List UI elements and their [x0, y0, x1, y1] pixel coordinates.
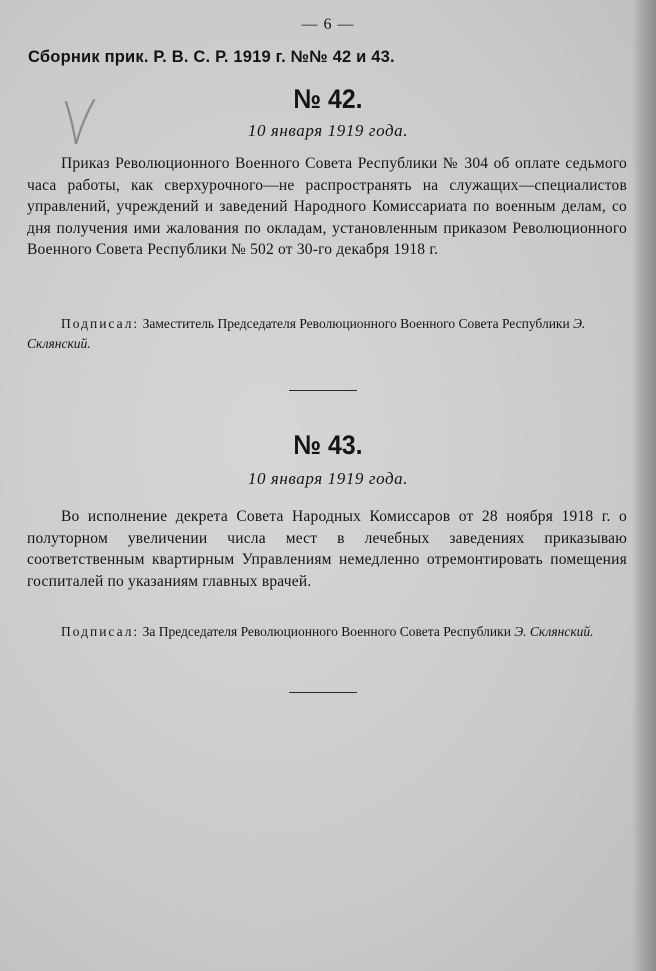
order-42-number: № 42. — [293, 84, 363, 114]
order-43-date: 10 января 1919 года. — [247, 469, 409, 488]
section-divider — [289, 390, 357, 391]
collection-header: Сборник прик. Р. В. С. Р. 1919 г. №№ 42 и 43. — [28, 48, 395, 66]
page-number: — 6 — — [301, 16, 355, 33]
order-42-date: 10 января 1919 года. — [247, 121, 409, 140]
order-42-signature — [27, 314, 627, 354]
signature-role: За Председателя Революционного Военного Совета Республики — [142, 624, 511, 639]
order-43-number: № 43. — [293, 430, 363, 460]
signature-prefix: Подписал: — [61, 316, 140, 331]
signature-name: Э. Склянский. — [514, 624, 594, 639]
signature-role: Заместитель Председателя Революционного Военного Совета Республики — [142, 316, 570, 331]
order-42-text: Приказ Революционного Военного Совета Республики № 304 об оплате седьмого часа работы, как сверхурочного—не распространять на служащих—специалистов управлений, учреждений и заведений Народного Комиссариата по военным делам, со дня получения ими жалования по окладам, установленным приказом Революционного Военного Совета Республики № 502 от 30-го декабря 1918 г. — [27, 155, 627, 258]
order-43-signature — [27, 622, 627, 642]
section-divider — [289, 692, 357, 693]
order-43-text: Во исполнение декрета Совета Народных Комиссаров от 28 ноября 1918 г. о полуторном увеличении числа мест в лечебных заведениях приказываю соответственным квартирным Управлениям немедленно отремонтировать помещения госпиталей по указаниям главных врачей. — [27, 508, 627, 590]
signature-name: Э. Склянский. — [27, 316, 586, 351]
signature-prefix: Подписал: — [61, 624, 140, 639]
